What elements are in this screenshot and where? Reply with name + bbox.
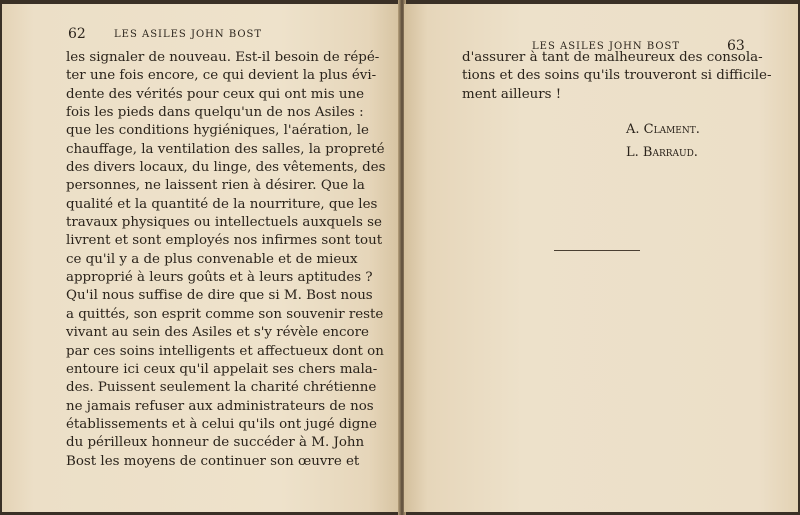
text-line: personnes, ne laissent rien à désirer. Que la xyxy=(66,178,365,194)
running-head-right: LES ASILES JOHN BOST xyxy=(532,41,681,52)
text-line: d'assurer à tant de malheureux des consola- xyxy=(462,50,763,65)
text-line: qualité et la quantité de la nourriture, que les xyxy=(66,196,378,212)
text-line: par ces soins intelligents et affectueux dont on xyxy=(66,343,384,359)
text-line: Qu'il nous suffise de dire que si M. Bost nous xyxy=(66,288,373,304)
end-rule xyxy=(554,250,640,251)
text-line: dente des vérités pour ceux qui ont mis une xyxy=(66,86,365,102)
text-line: établissements et à celui qu'ils ont jugé digne xyxy=(66,416,377,432)
page-number-left: 62 xyxy=(68,26,86,42)
page-number-right: 63 xyxy=(727,38,745,54)
text-line: tions et des soins qu'ils trouveront si difficile- xyxy=(462,68,772,84)
text-line: les signaler de nouveau. Est-il besoin de répé- xyxy=(66,50,380,65)
text-line: approprié à leurs goûts et à leurs aptitudes ? xyxy=(66,270,373,286)
right-page xyxy=(404,4,798,512)
text-line: a quittés, son esprit comme son souvenir reste xyxy=(66,306,384,322)
text-line: Bost les moyens de continuer son œuvre et xyxy=(66,453,360,469)
text-line: ne jamais refuser aux administrateurs de nos xyxy=(66,398,374,414)
text-line: du périlleux honneur de succéder à M. John xyxy=(66,435,365,451)
right-body-text xyxy=(462,49,772,104)
signature-clament: A. Clament. xyxy=(626,122,700,137)
left-body-text xyxy=(66,49,386,471)
text-line: ment ailleurs ! xyxy=(462,86,562,102)
text-line: ce qu'il y a de plus convenable et de mieux xyxy=(66,251,358,267)
signature-barraud: L. Barraud. xyxy=(626,145,698,160)
text-line: fois les pieds dans quelqu'un de nos Asiles : xyxy=(66,105,364,121)
text-line: que les conditions hygiéniques, l'aération, le xyxy=(66,123,369,139)
text-line: des divers locaux, du linge, des vêtements, des xyxy=(66,160,386,176)
text-line: des. Puissent seulement la charité chrétienne xyxy=(66,380,377,396)
text-line: livrent et sont employés nos infirmes sont tout xyxy=(66,233,383,249)
text-line: chauffage, la ventilation des salles, la propreté xyxy=(66,141,385,157)
text-line: ter une fois encore, ce qui devient la plus évi- xyxy=(66,68,377,84)
running-head-left: LES ASILES JOHN BOST xyxy=(114,29,263,40)
text-line: vivant au sein des Asiles et s'y révèle encore xyxy=(66,325,369,341)
text-line: entoure ici ceux qu'il appelait ses chers mala- xyxy=(66,361,378,377)
left-page xyxy=(2,4,400,512)
text-line: travaux physiques ou intellectuels auxquels se xyxy=(66,215,382,231)
